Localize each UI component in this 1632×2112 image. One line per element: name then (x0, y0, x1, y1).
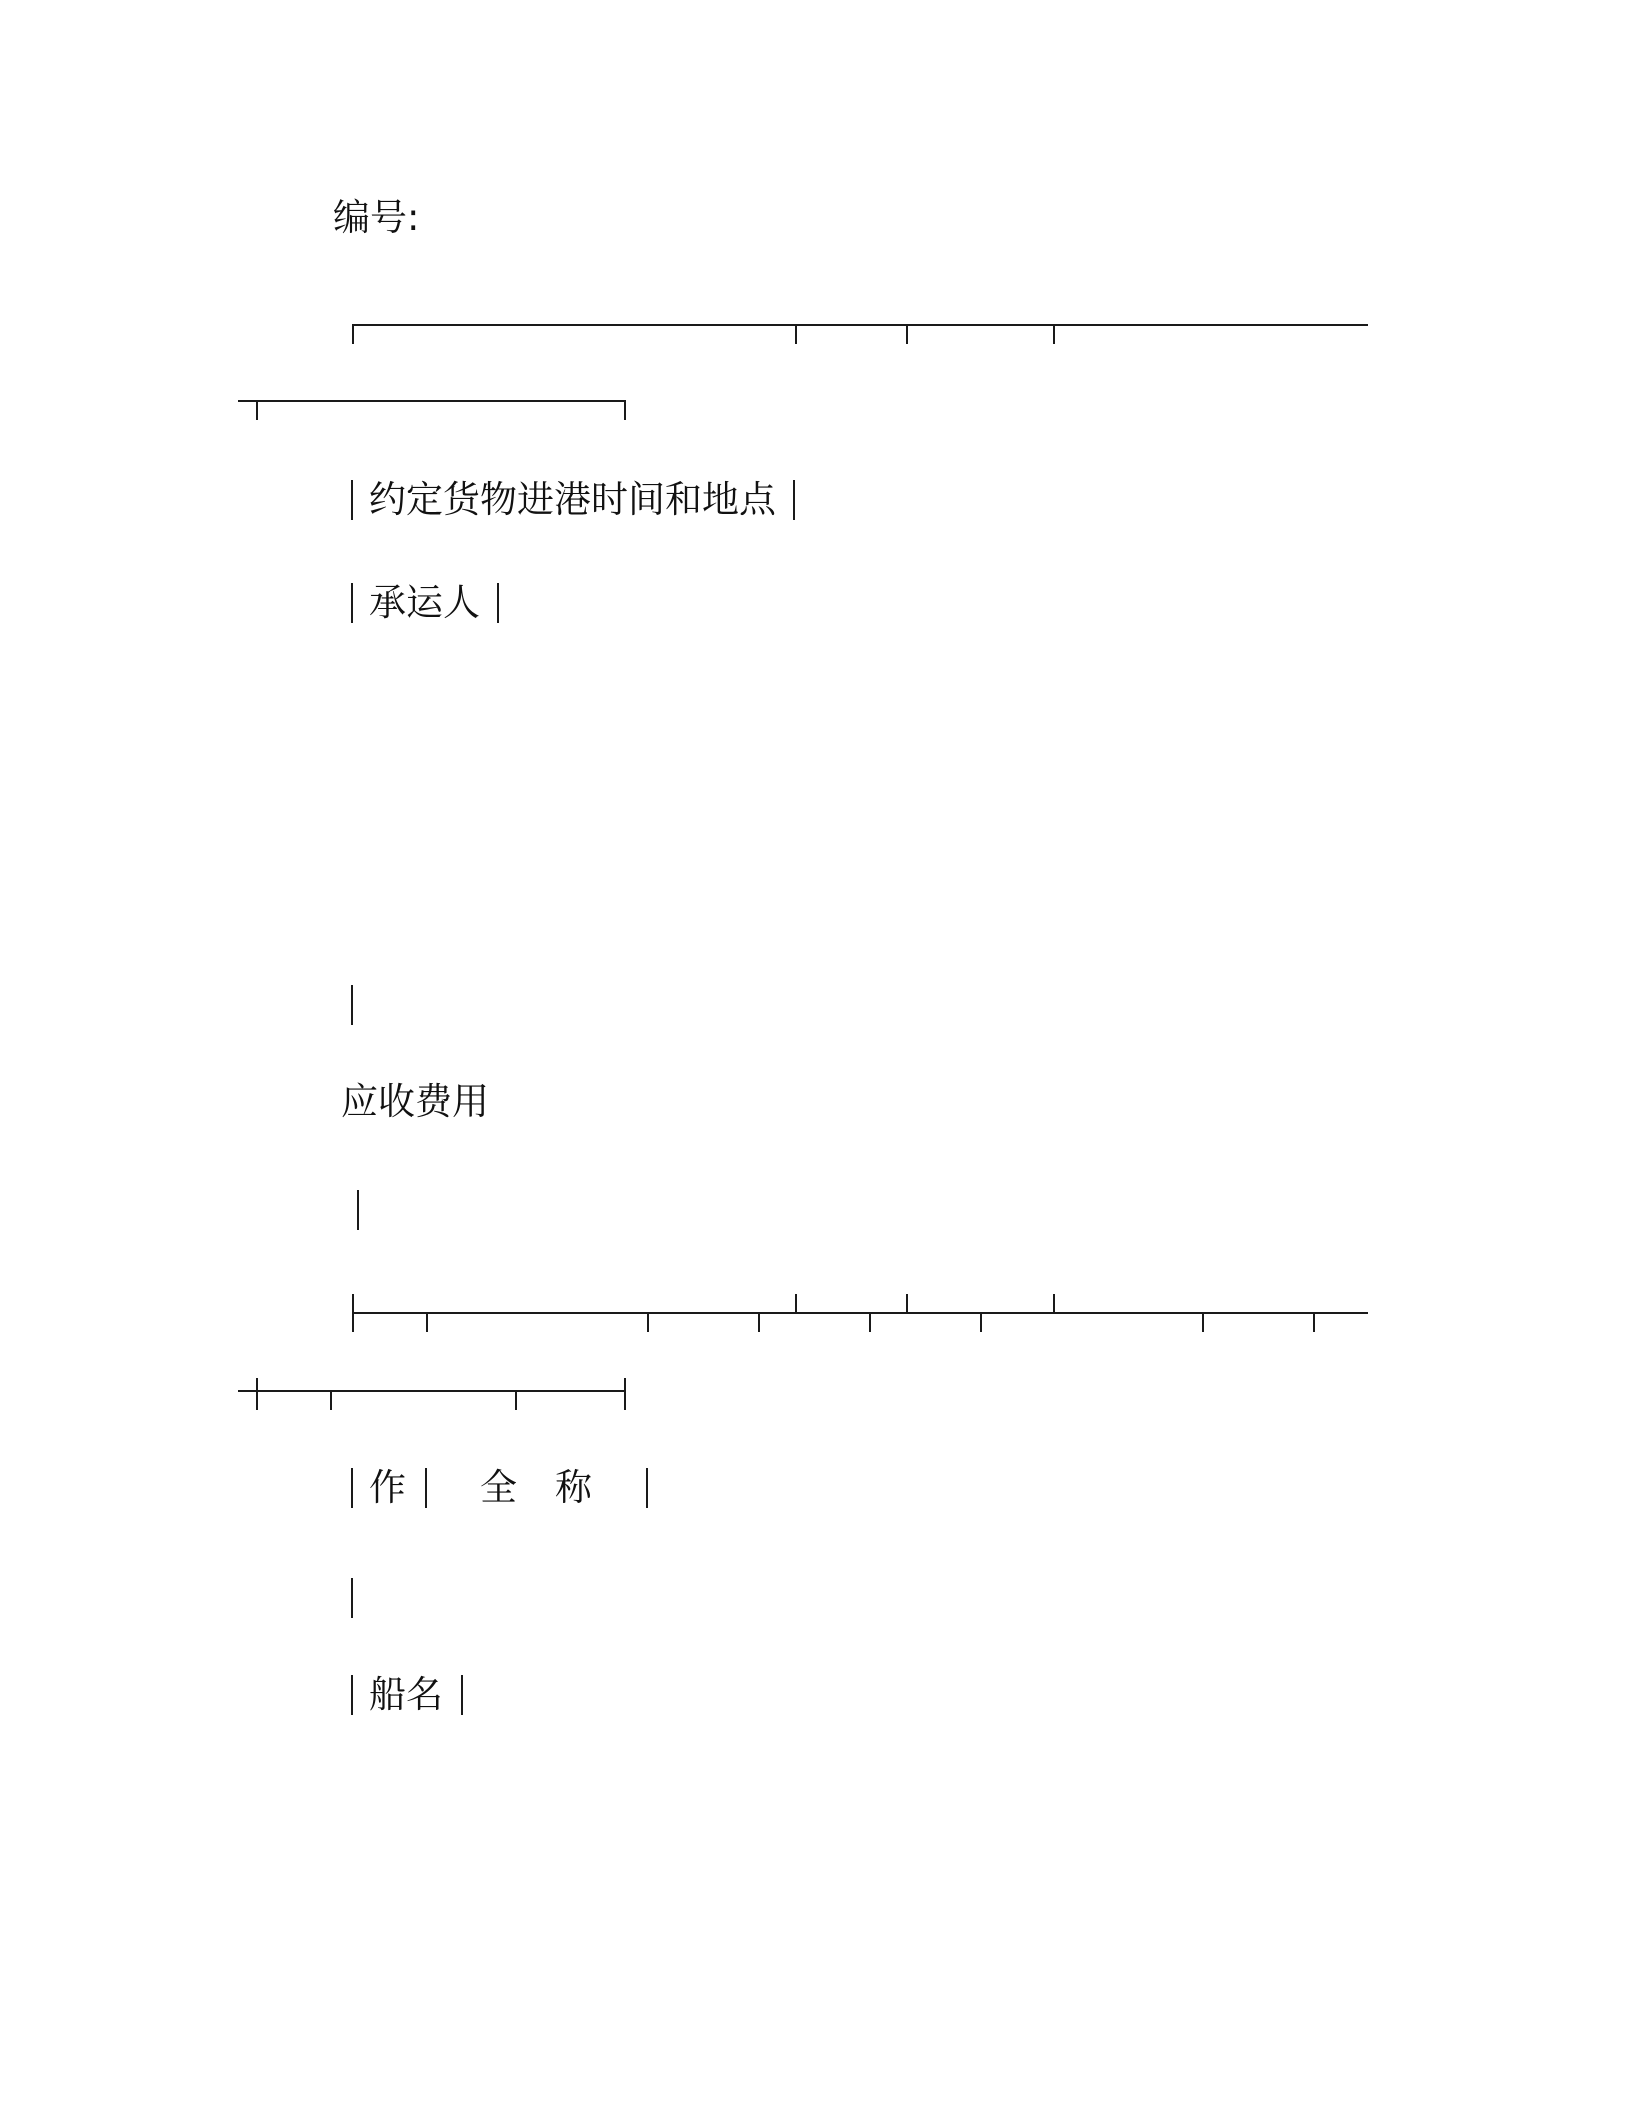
table2-tick (795, 1294, 797, 1314)
table1-tick (624, 400, 626, 420)
table1-tick (256, 400, 258, 420)
table2-tick (426, 1312, 428, 1332)
table2-tick (515, 1390, 517, 1410)
table1-tick (906, 324, 908, 344)
cell-border (461, 1675, 463, 1715)
cell-border (497, 583, 499, 623)
table1-continuation-line (238, 400, 626, 402)
cell-border (357, 1190, 359, 1230)
serial-number-label: 编号: (333, 196, 420, 239)
table2-top-line (352, 1312, 1368, 1314)
operation-label: 作 (369, 1466, 406, 1509)
vessel-name-label: 船名 (369, 1673, 443, 1716)
cell-border (351, 1578, 353, 1618)
cell-border (351, 985, 353, 1025)
table2-tick (1313, 1312, 1315, 1332)
cell-border (351, 583, 353, 623)
table1-tick (352, 324, 354, 344)
table2-tick (1053, 1294, 1055, 1314)
carrier-label: 承运人 (369, 581, 480, 624)
cell-border (793, 480, 795, 520)
fees-heading: 应收费用 (341, 1080, 489, 1123)
full-name-label-part1: 全 (480, 1466, 517, 1509)
cell-border (351, 480, 353, 520)
cell-border (351, 1675, 353, 1715)
table2-tick (906, 1294, 908, 1314)
table2-tick (1202, 1312, 1204, 1332)
table2-tick (647, 1312, 649, 1332)
table1-tick (1053, 324, 1055, 344)
table2-tick (624, 1378, 626, 1410)
cell-border (351, 1468, 353, 1508)
arrival-time-place-label: 约定货物进港时间和地点 (369, 478, 776, 521)
cell-border (425, 1468, 427, 1508)
table2-tick (352, 1294, 354, 1332)
full-name-label-part2: 称 (555, 1466, 592, 1509)
table2-tick (256, 1378, 258, 1410)
table2-tick (330, 1390, 332, 1410)
table2-tick (980, 1312, 982, 1332)
table2-tick (758, 1312, 760, 1332)
table1-tick (795, 324, 797, 344)
table1-top-line (352, 324, 1368, 326)
table2-continuation-line (238, 1390, 626, 1392)
table2-tick (869, 1312, 871, 1332)
cell-border (646, 1468, 648, 1508)
